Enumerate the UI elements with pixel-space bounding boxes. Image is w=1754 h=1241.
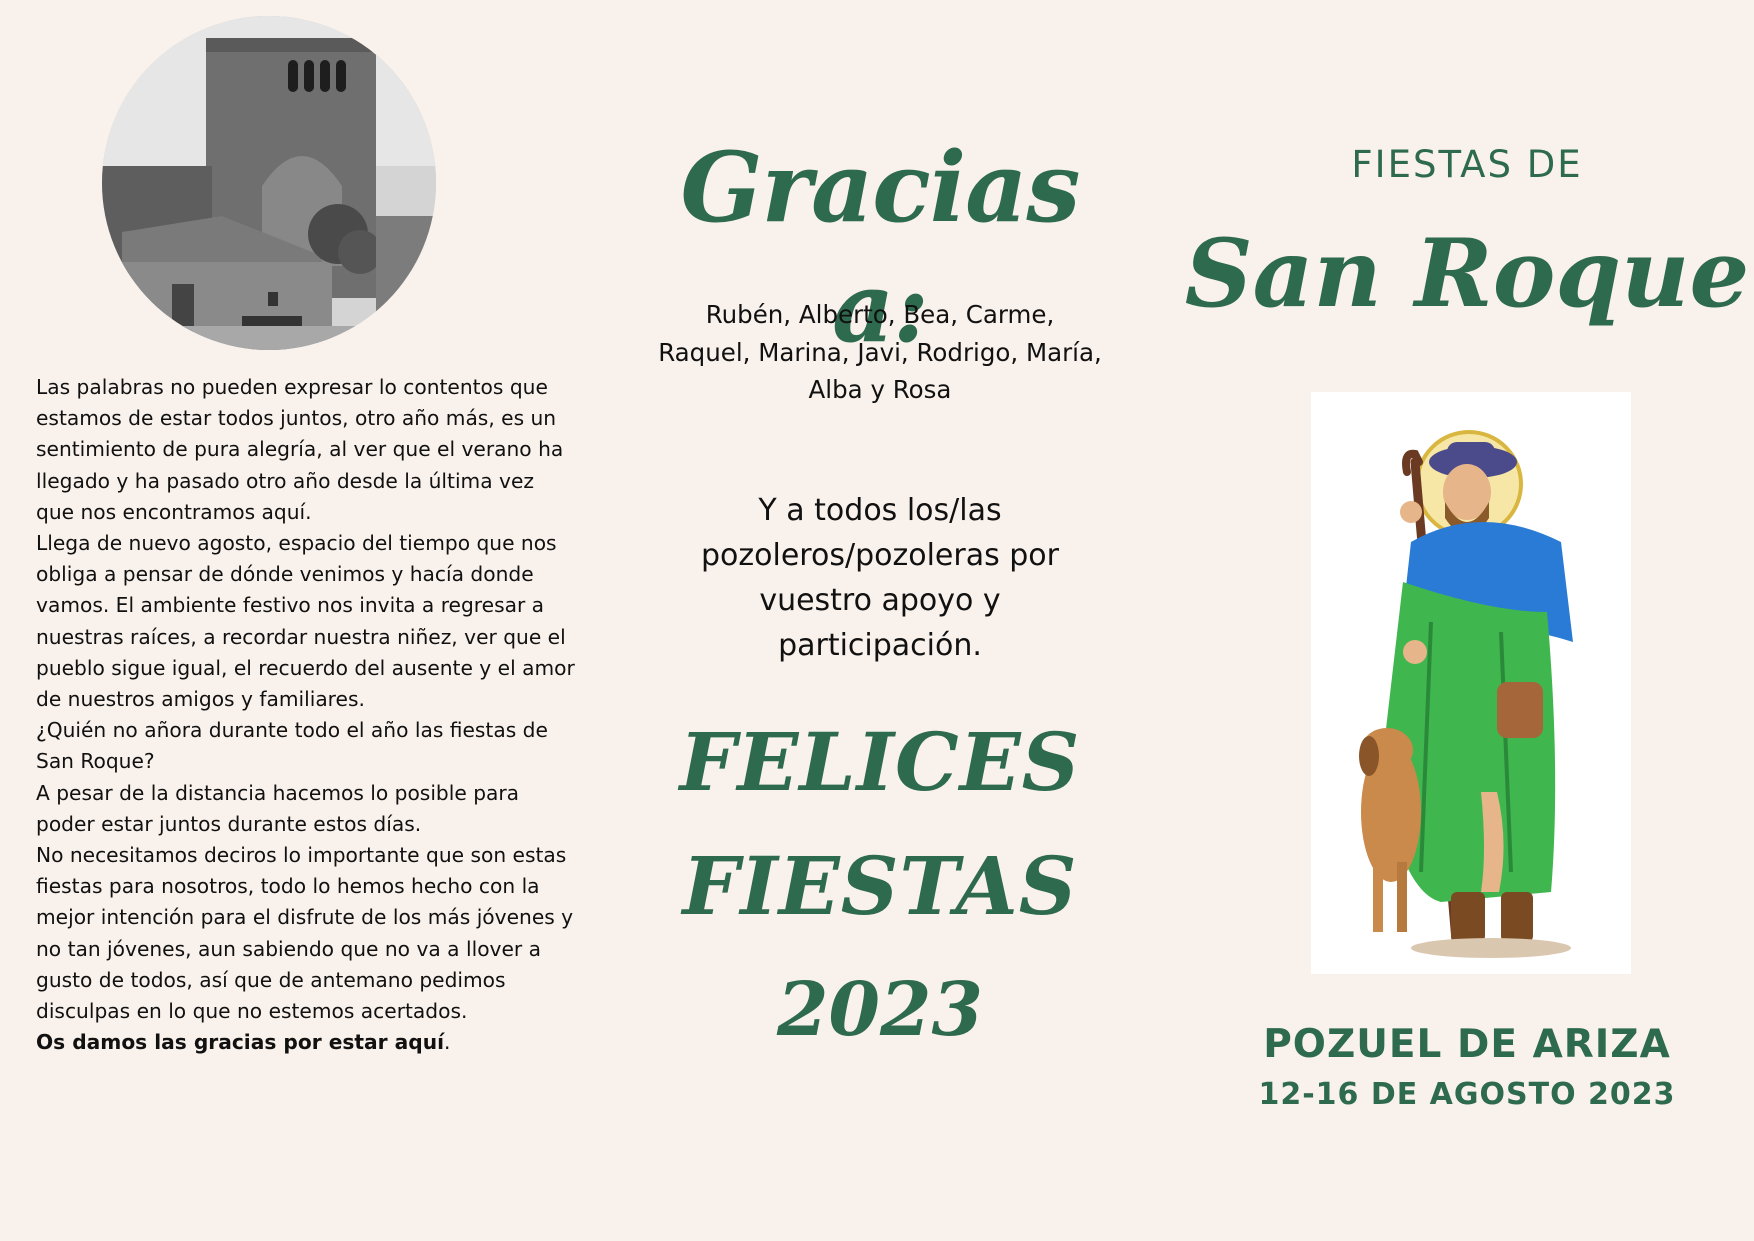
letter-paragraph-4: A pesar de la distancia hacemos lo posible para poder estar juntos durante estos días.: [36, 780, 520, 836]
left-panel: [0, 0, 600, 1241]
felices-fiestas-heading: [620, 700, 1140, 948]
thanks-everyone: [620, 488, 1140, 668]
letter-paragraph-2: Llega de nuevo agosto, espacio del tiempo que nos obliga a pensar de dónde venimos y hacía donde vamos. El ambiente festivo nos invita a regresar a nuestras raíces, a recordar nuestra niñez, ver que el pueblo sigue igual, el recuerdo del ausente y el amor de nuestros amigos y familiares.: [36, 531, 575, 712]
fiestas-de-label: FIESTAS DE: [1351, 143, 1583, 186]
names-line-1: Rubén, Alberto, Bea, Carme,: [705, 300, 1055, 329]
thanks-names: [620, 296, 1140, 409]
gracias-heading: Gracias a:: [680, 131, 1080, 364]
names-line-3: Alba y Rosa: [808, 375, 952, 404]
todos-line-2: pozoleros/pozoleras por: [701, 538, 1059, 573]
san-roque-title: San Roque: [1184, 219, 1750, 329]
letter-paragraph-3: ¿Quién no añora durante todo el año las fiestas de San Roque?: [36, 718, 548, 774]
todos-line-1: Y a todos los/las: [758, 493, 1002, 528]
todos-line-3: vuestro apoyo y: [759, 583, 1001, 618]
san-roque-illustration: [1311, 392, 1631, 974]
names-line-2: Raquel, Marina, Javi, Rodrigo, María,: [658, 337, 1102, 367]
letter-closing: [36, 1027, 576, 1058]
letter-closing-period: .: [444, 1030, 451, 1055]
welcome-letter: [36, 372, 576, 1058]
right-panel: [1180, 0, 1754, 1241]
todos-line-4: participación.: [778, 628, 982, 663]
letter-paragraph-5: No necesitamos deciros lo importante que son estas fiestas para nosotros, todo lo hemos hecho con la mejor intención para el disfrute de los más jóvenes y no tan jóvenes, aun sabiendo que no va a llover a gusto de todos, así que de antemano pedimos disculpas en lo que no estemos acertados.: [36, 843, 574, 1024]
year-heading: 2023: [777, 967, 983, 1053]
church-photo: [102, 16, 436, 350]
event-dates: 12-16 DE AGOSTO 2023: [1258, 1077, 1676, 1112]
letter-closing-bold: Os damos las gracias por estar aquí: [36, 1030, 445, 1055]
middle-panel: [620, 0, 1140, 1241]
felices-word: FELICES: [679, 715, 1081, 809]
place-name: POZUEL DE ARIZA: [1263, 1022, 1671, 1067]
letter-paragraph-1: Las palabras no pueden expresar lo contentos que estamos de estar todos juntos, otro año más, es un sentimiento de pura alegría, al ver que el verano ha llegado y ha pasado otro año desde la última vez que nos encontramos aquí.: [36, 375, 564, 524]
fiestas-word: FIESTAS: [682, 839, 1078, 933]
